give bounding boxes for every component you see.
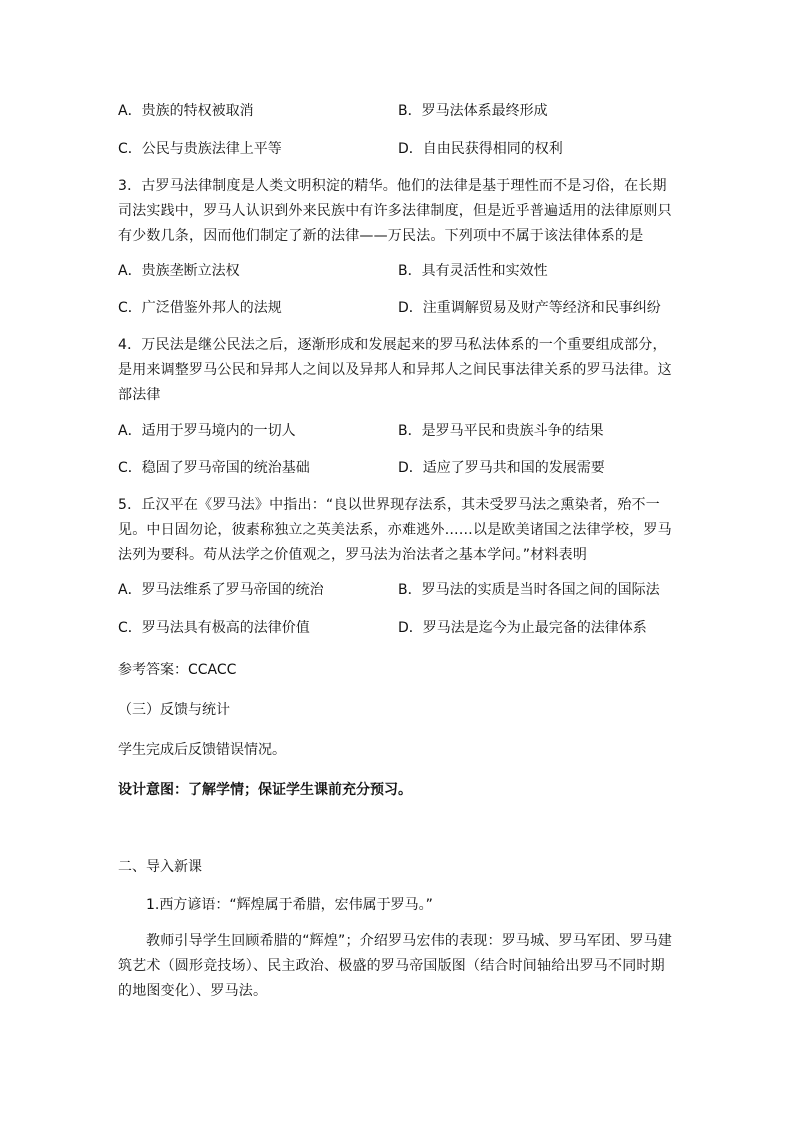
q5-option-b: B．罗马法的实质是当时各国之间的国际法 bbox=[398, 582, 660, 598]
q2-option-a: A．贵族的特权被取消 bbox=[118, 103, 254, 119]
q5-option-d: D．罗马法是迄今为止最完备的法律体系 bbox=[398, 620, 647, 636]
q3-option-a: A．贵族垄断立法权 bbox=[118, 263, 240, 279]
q5-option-c: C．罗马法具有极高的法律价值 bbox=[118, 620, 310, 636]
q2-option-c: C．公民与贵族法律上平等 bbox=[118, 141, 282, 157]
q3-stem: 3．古罗马法律制度是人类文明积淀的精华。他们的法律是基于理性而不是习俗，在长期司法实践中，罗马人认识到外来民族中有许多法律制度，但是近乎普遍适用的法律原则只有少数几条，因而他们制定了新的法律——万民法。下列项中不属于该法律体系的是 bbox=[118, 178, 672, 244]
reference-answers: 参考答案：CCACC bbox=[118, 662, 237, 678]
section-feedback-title: （三）反馈与统计 bbox=[118, 702, 230, 718]
q5-stem: 5．丘汉平在《罗马法》中指出：“良以世界现存法系，其未受罗马法之熏染者，殆不一见。中日固勿论，彼素称独立之英美法系，亦难逃外……以是欧美诸国之法律学校，罗马法列为要科。苟从法学之价值观之，罗马法为治法者之基本学问。”材料表明 bbox=[118, 497, 672, 563]
q3-option-b: B．具有灵活性和实效性 bbox=[398, 263, 548, 279]
q4-option-b: B．是罗马平民和贵族斗争的结果 bbox=[398, 423, 604, 439]
q4-option-a: A．适用于罗马境内的一切人 bbox=[118, 423, 296, 439]
section-intro-title: 二、导入新课 bbox=[118, 859, 202, 875]
q2-option-b: B．罗马法体系最终形成 bbox=[398, 103, 548, 119]
q5-option-a: A．罗马法维系了罗马帝国的统治 bbox=[118, 582, 324, 598]
q2-option-d: D．自由民获得相同的权利 bbox=[398, 141, 563, 157]
design-intent: 设计意图：了解学情；保证学生课前充分预习。 bbox=[118, 782, 412, 798]
intro-item-1: 1.西方谚语：“辉煌属于希腊，宏伟属于罗马。” bbox=[146, 897, 433, 913]
section-feedback-body: 学生完成后反馈错误情况。 bbox=[118, 742, 286, 758]
q4-option-d: D．适应了罗马共和国的发展需要 bbox=[398, 460, 605, 476]
q4-stem: 4．万民法是继公民法之后，逐渐形成和发展起来的罗马私法体系的一个重要组成部分，是用来调整罗马公民和异邦人之间以及异邦人和异邦人之间民事法律关系的罗马法律。这部法律 bbox=[118, 337, 672, 403]
q4-option-c: C．稳固了罗马帝国的统治基础 bbox=[118, 460, 310, 476]
intro-item-2: 教师引导学生回顾希腊的“辉煌”；介绍罗马宏伟的表现：罗马城、罗马军团、罗马建筑艺术（圆形竞技场）、民主政治、极盛的罗马帝国版图（结合时间轴给出罗马不同时期的地图变化）、罗马法。 bbox=[118, 933, 673, 999]
q3-option-d: D．注重调解贸易及财产等经济和民事纠纷 bbox=[398, 300, 661, 316]
q3-option-c: C．广泛借鉴外邦人的法规 bbox=[118, 300, 282, 316]
